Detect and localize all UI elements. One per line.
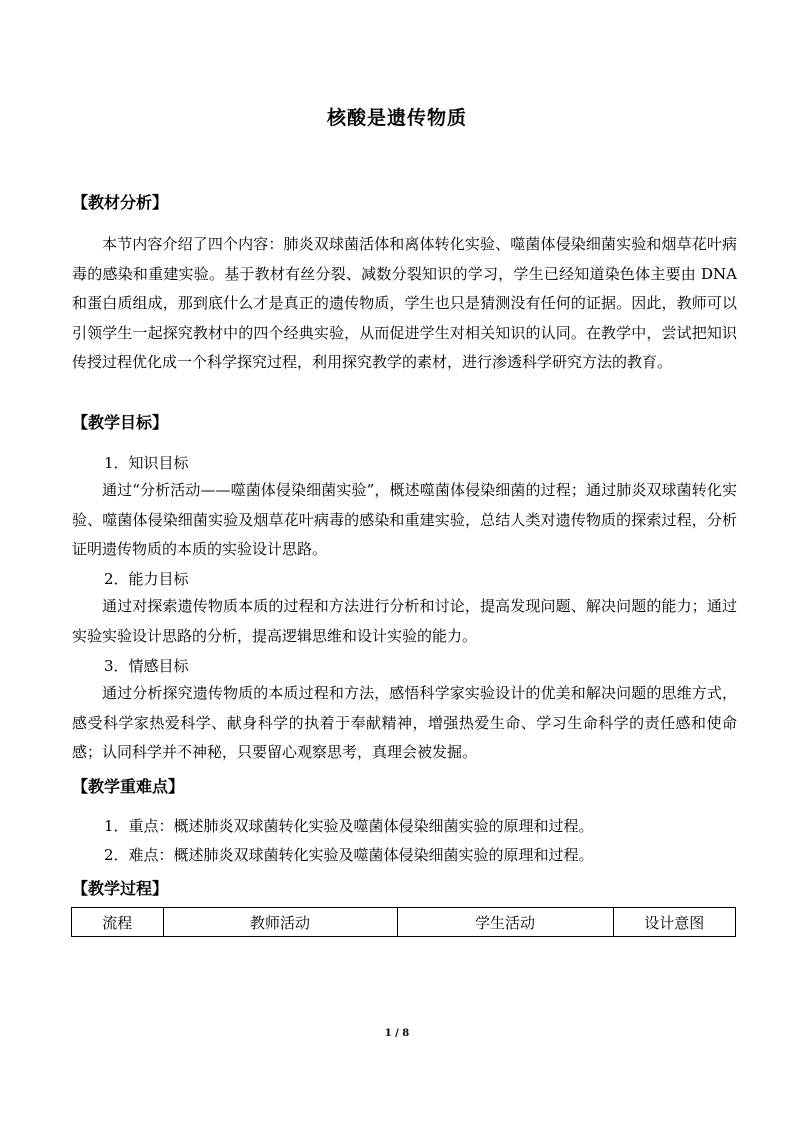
keypoint-difficulty: 2．难点：概述肺炎双球菌转化实验及噬菌体侵染细菌实验的原理和过程。 [104,846,594,864]
table-header-cell: 教师活动 [163,908,397,937]
document-title: 核酸是遗传物质 [326,107,467,129]
process-table [71,907,736,937]
goal-ability-title: 2．能力目标 [104,570,189,588]
goal-knowledge-text: 通过“分析活动——噬菌体侵染细菌实验”，概述噬菌体侵染细菌的过程；通过肺炎双球菌转化实验、噬菌体侵染细菌实验及烟草花叶病毒的感染和重建实验，总结人类对遗传物质的探索过程，分析证明遗传物质的本质的实验设计思路。 [72,481,737,558]
goal-knowledge-title: 1．知识目标 [104,454,189,472]
goal-ability-text: 通过对探索遗传物质本质的过程和方法进行分析和讨论，提高发现问题、解决问题的能力；通过实验实验设计思路的分析，提高逻辑思维和设计实验的能力。 [72,597,737,645]
table-header-cell: 流程 [72,908,164,937]
keypoint-focus: 1．重点：概述肺炎双球菌转化实验及噬菌体侵染细菌实验的原理和过程。 [104,817,594,835]
table-header-row [72,908,736,937]
goal-emotion-text: 通过分析探究遗传物质的本质过程和方法，感悟科学家实验设计的优美和解决问题的思维方式，感受科学家热爱科学、献身科学的执着于奉献精神，增强热爱生命、学习生命科学的责任感和使命感；认同科学并不神秘，只要留心观察思考，真理会被发掘。 [72,684,737,761]
heading-process: 【教学过程】 [72,879,169,898]
heading-keypoints: 【教学重难点】 [72,777,185,796]
heading-analysis: 【教材分析】 [72,193,169,212]
table-header-cell: 设计意图 [613,908,736,937]
analysis-paragraph: 本节内容介绍了四个内容：肺炎双球菌活体和离体转化实验、噬菌体侵染细菌实验和烟草花叶病毒的感染和重建实验。基于教材有丝分裂、减数分裂知识的学习，学生已经知道染色体主要由 DNA 和蛋白质组成，那到底什么才是真正的遗传物质，学生也只是猜测没有任何的证据。因此，教师可以引领学生一起探究教材中的四个经典实验，从而促进学生对相关知识的认同。在教学中，尝试把知识传授过程优化成一个科学探究过程，利用探究教学的素材，进行渗透科学研究方法的教育。 [72,235,737,371]
heading-goals: 【教学目标】 [72,413,169,432]
page-number: 1 / 8 [384,1028,410,1039]
goal-emotion-title: 3．情感目标 [104,657,189,675]
table-header-cell: 学生活动 [397,908,613,937]
